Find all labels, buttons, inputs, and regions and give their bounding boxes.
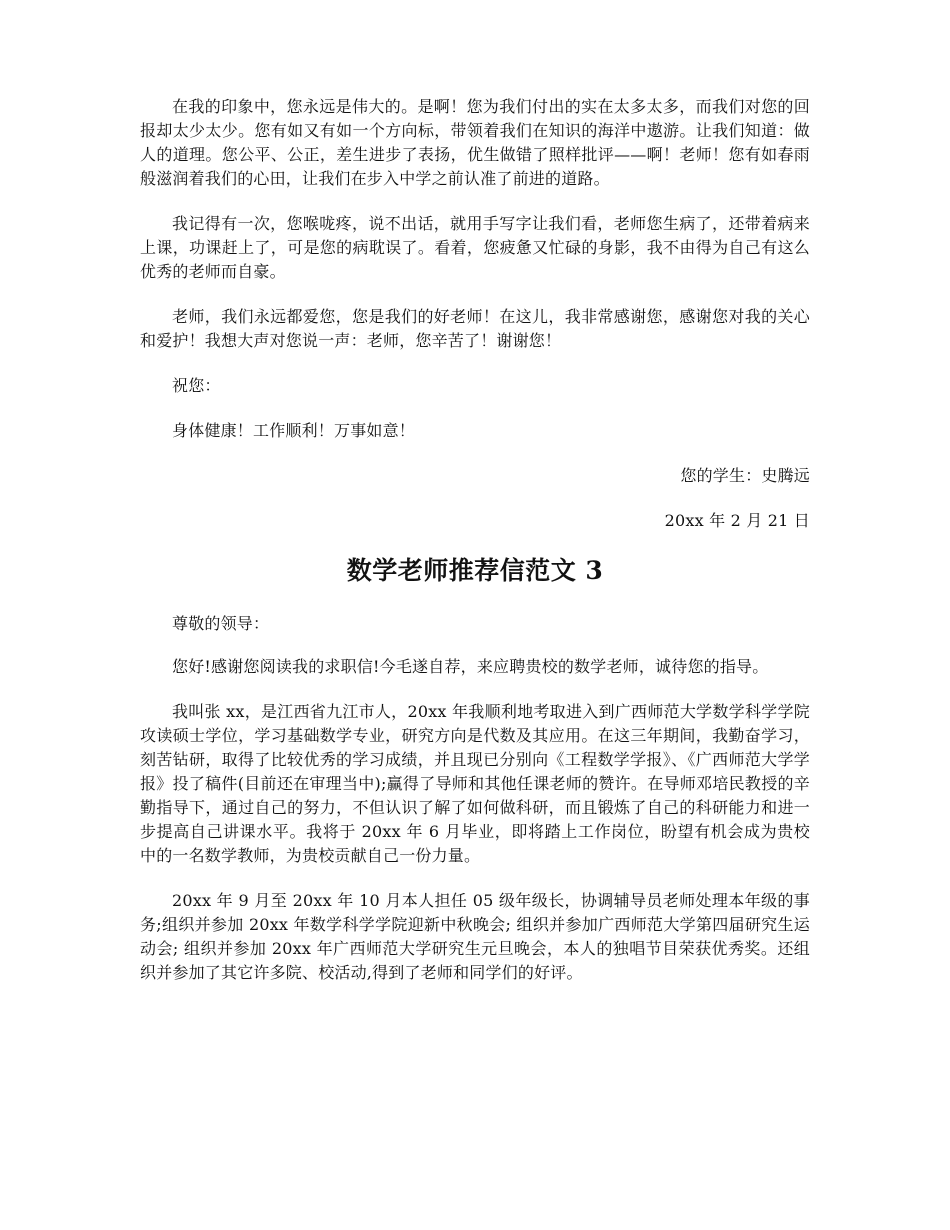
paragraph-activities: 20xx 年 9 月至 20xx 年 10 月本人担任 05 级年级长，协调辅导员老师处理本年级的事务;组织并参加 20xx 年数学科学学院迎新中秋晚会; 组织并参加广西师范大学第四届研究生运动会; 组织并参加 20xx 年广西师范大学研究生元旦晚会，本人的独唱节目荣获优秀奖。还组织并参加了其它许多院、校活动,得到了老师和同学们的好评。	[140, 891, 810, 982]
paragraph-thanks: 老师，我们永远都爱您，您是我们的好老师！在这儿，我非常感谢您，感谢您对我的关心和爱护！我想大声对您说一声：老师，您辛苦了！谢谢您！	[140, 307, 810, 350]
closing-wish: 祝您：	[172, 376, 221, 395]
signature: 您的学生：史腾远	[680, 466, 810, 485]
paragraph-introduction: 我叫张 xx，是江西省九江市人，20xx 年我顺利地考取进入到广西师范大学数学科学学院攻读硕士学位，学习基础数学专业，研究方向是代数及其应用。在这三年期间，我勤奋学习，刻苦钻研，取得了比较优秀的学习成绩，并且现已分别向《工程数学学报》、《广西师范大学学报》投了稿件(目前还在审理当中);赢得了导师和其他任课老师的赞许。在导师邓培民教授的辛勤指导下，通过自己的努力，不但认识了解了如何做科研，而且锻炼了自己的科研能力和进一步提高自己讲课水平。我将于 20xx 年 6 月毕业，即将踏上工作岗位，盼望有机会成为贵校中的一名数学教师，为贵校贡献自己一份力量。	[140, 702, 810, 865]
paragraph-greeting: 您好!感谢您阅读我的求职信!今毛遂自荐，来应聘贵校的数学老师，诚待您的指导。	[172, 657, 769, 676]
salutation: 尊敬的领导：	[172, 614, 270, 633]
document-body	[140, 95, 810, 1006]
paragraph-impression: 在我的印象中，您永远是伟大的。是啊！您为我们付出的实在太多太多，而我们对您的回报却太少太少。您有如又有如一个方向标，带领着我们在知识的海洋中遨游。让我们知道：做人的道理。您公平、公正，差生进步了表扬，优生做错了照样批评——啊！老师！您有如春雨般滋润着我们的心田，让我们在步入中学之前认准了前进的道路。	[140, 97, 810, 188]
section-title: 数学老师推荐信范文 3	[346, 556, 604, 585]
closing-blessing: 身体健康！工作顺利！万事如意！	[172, 421, 416, 440]
paragraph-memory: 我记得有一次，您喉咙疼，说不出话，就用手写字让我们看，老师您生病了，还带着病来上课，功课赶上了，可是您的病耽误了。看着，您疲惫又忙碌的身影，我不由得为自己有这么优秀的老师而自豪。	[140, 214, 810, 281]
letter-date: 20xx 年 2 月 21 日	[664, 511, 810, 530]
